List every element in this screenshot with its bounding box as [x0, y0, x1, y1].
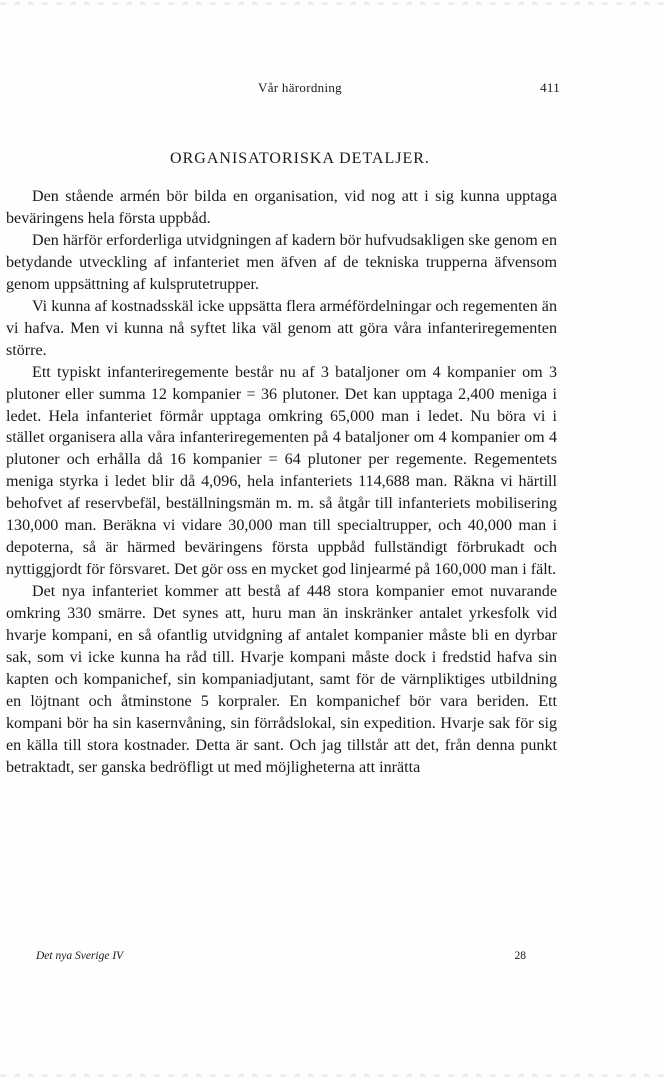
page-footer	[36, 950, 526, 968]
page-edge-bottom	[0, 1074, 664, 1077]
section-title: ORGANISATORISKA DETALJER.	[170, 150, 430, 167]
paragraph: Vi kunna af kostnadsskäl icke uppsätta flera arméfördelningar och regementen än vi hafva. Men vi kunna nå syftet lika väl genom att göra våra infanteriregementen större.	[6, 297, 557, 359]
paragraph: Ett typiskt infanteriregemente består nu af 3 bataljoner om 4 kompanier om 3 plutoner eller summa 12 kompanier = 36 plutoner. Det kan upptaga 2,400 meniga i ledet. Hela infanteriet förmår upptaga omkring 65,000 man i ledet. Nu böra vi i stället organisera alla våra infanteriregementen på 4 bataljoner om 4 kompanier om 4 plutoner och erhålla då 16 kompanier = 64 plutoner per regemente. Regementets meniga styrka i ledet blir då 4,096, hela infanteriets 114,688 man. Räkna vi härtill behofvet af reservbefäl, beställningsmän m. m. så åtgår till infanteriets mobilisering 130,000 man. Beräkna vi vidare 30,000 man till specialtrupper, och 40,000 man i depoterna, så är härmed beväringens första uppbåd fullständigt förbrukadt och nyttiggjordt för försvaret. Det gör oss en mycket god linjearmé på 160,000 man i fält.	[6, 363, 557, 579]
body-text	[6, 186, 557, 779]
paragraph: Det nya infanteriet kommer att bestå af 448 stora kompanier emot nuvarande omkring 330 smärre. Det synes att, huru man än inskränker antalet yrkesfolk vid hvarje kompani, en så ofantlig utvidgning af antalet kompanier måste bli en dyrbar sak, som vi icke kunna ha råd till. Hvarje kompani måste dock i fredstid hafva sin kapten och kompanichef, sin kompaniadjutant, samt för de värnpliktiges utbildning en löjtnant och åtminstone 5 korpraler. En kompanichef bör vara beriden. Ett kompani bör ha sin kasernvåning, sin förrådslokal, sin expedition. Hvarje sak för sig en källa till stora kostnader. Detta är sant. Och jag tillstår att det, från denna punkt betraktadt, ser ganska bedröfligt ut med möjligheterna att inrätta	[6, 583, 557, 776]
sheet-number: 28	[514, 950, 526, 962]
page-header	[40, 80, 560, 100]
page-edge-top	[0, 2, 664, 5]
paragraph: Den härför erforderliga utvidgningen af kadern bör hufvudsakligen ske genom en betydande utveckling af infanteriet men äfven af de tekniska trupperna äfvensom genom uppsättning af kulsprutetrupper.	[6, 231, 557, 293]
paragraph: Den stående armén bör bilda en organisation, vid nog att i sig kunna upptaga beväringens hela första uppbåd.	[6, 188, 557, 227]
footer-title: Det nya Sverige IV	[36, 950, 124, 962]
running-title: Vår härordning	[258, 80, 342, 95]
page-number: 411	[540, 80, 560, 95]
